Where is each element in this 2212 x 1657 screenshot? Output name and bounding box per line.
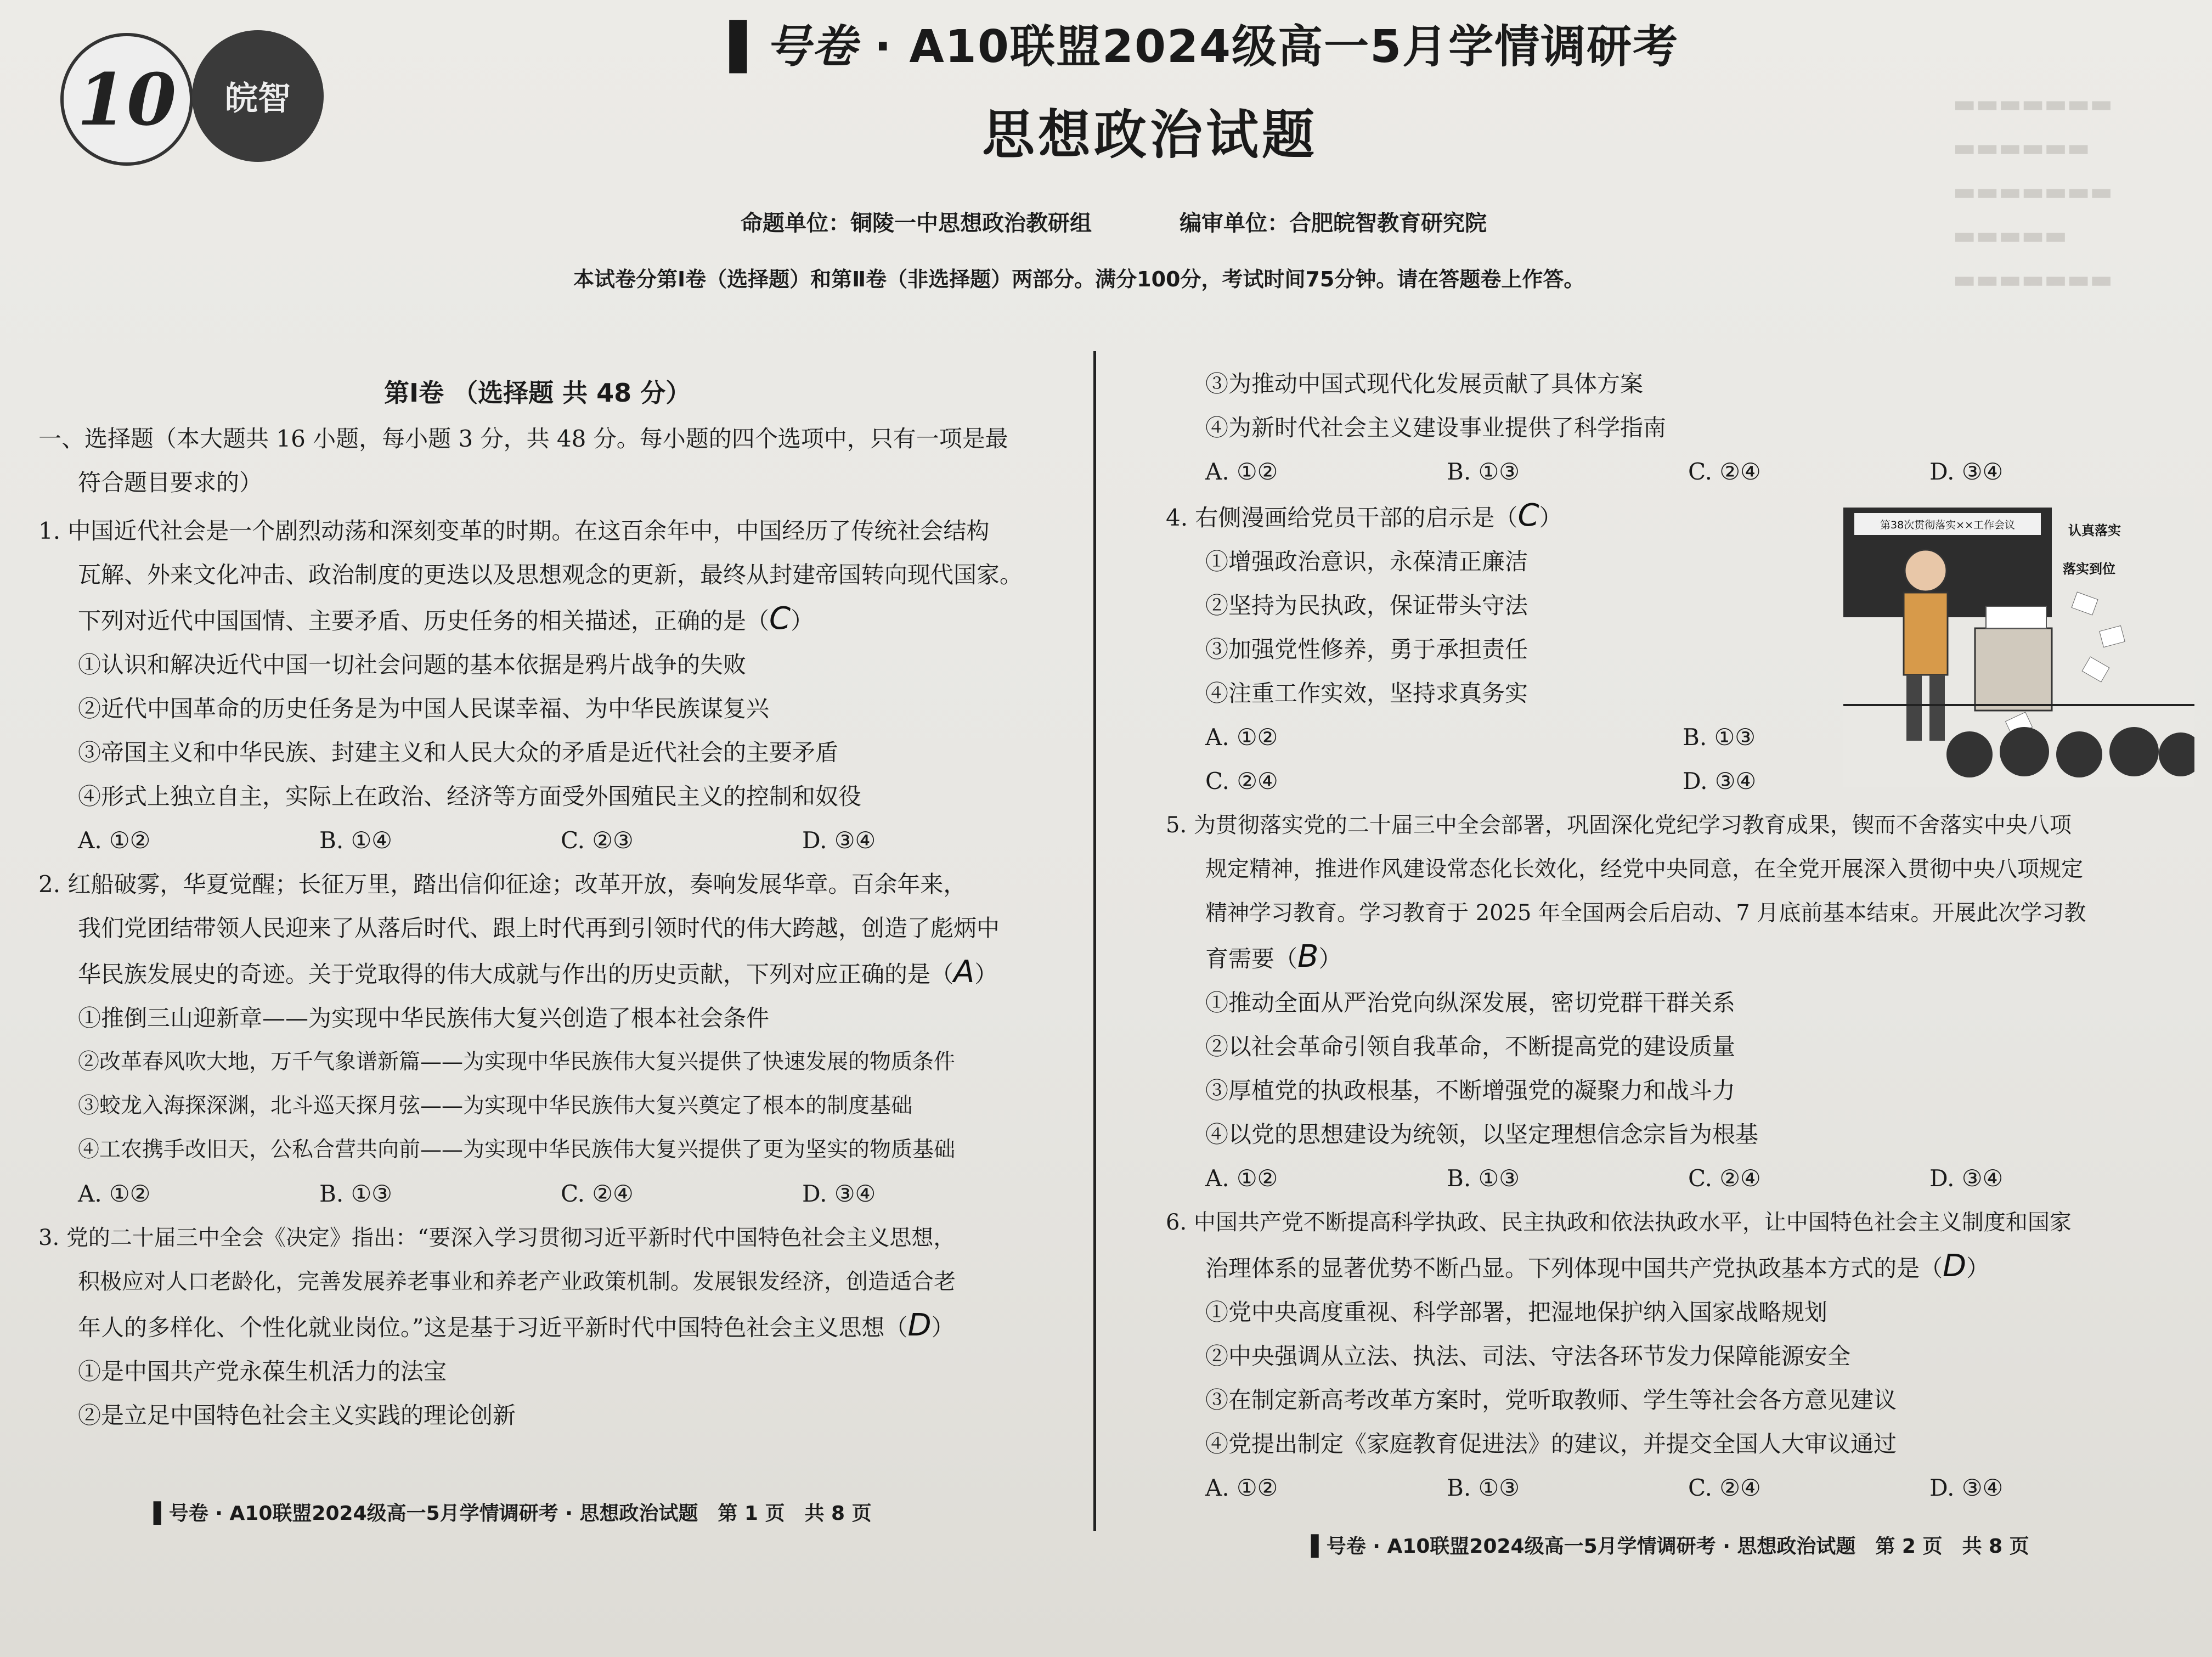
- choice-b[interactable]: B. ①③: [1683, 724, 1756, 751]
- cartoon-audience-head: [1946, 731, 1993, 777]
- option-item: ②中央强调从立法、执法、司法、守法各环节发力保障能源安全: [1205, 1343, 1851, 1369]
- cartoon-audience-head: [2109, 727, 2159, 776]
- choice-c[interactable]: C. ②④: [1688, 1474, 1761, 1501]
- section-instruction: 符合题目要求的）: [78, 469, 263, 496]
- question-5: 5. 为贯彻落实党的二十届三中全会部署，巩固深化党纪学习教育成果，锲而不舍落实中央八项 规定精神，推进作风建设常态化长效化，经党中央同意，在全党开展深入贯彻中央八项规定 精神学习教育。学习教育于 2025 年全国两会后启动、7 月底前基本结束。开展此次学习教 育需要（B） ①推动全面从严治党向纵深发展，密切党群干群关系 ②以社会革命引领自我革命，不断提高党的建设质量 ③厚植党的执政根基，不断增强党的凝聚力和战斗力 ④以党的思想建设为统领，以坚定理想信念宗旨为根基 A. ①② B. ①③ C. ②④ D. ③④: [1166, 803, 2197, 1201]
- question-4: 4. 右侧漫画给党员干部的启示是（C） ①增强政治意识，永葆清正廉洁 ②坚持为民执政，保证带头守法 ③加强党性修养，勇于承担责任 ④注重工作实效，坚持求真务实 A. ①② B. ①③ C. ②④ D. ③④: [1166, 494, 2197, 803]
- choice-d[interactable]: D. ③④: [802, 1180, 876, 1207]
- choice-c[interactable]: C. ②④: [1688, 458, 1761, 485]
- brand-mark: ▌: [1311, 1535, 1327, 1558]
- choice-c[interactable]: C. ②④: [1205, 768, 1278, 794]
- cartoon-bubble-2: 落实到位: [2063, 561, 2115, 577]
- handwritten-answer: C: [1517, 498, 1539, 533]
- choice-b[interactable]: B. ①③: [1447, 458, 1520, 485]
- option-item: ②坚持为民执政，保证带头守法: [1205, 592, 1528, 619]
- question-3-continued: [1166, 362, 2197, 494]
- cartoon-papers: [1986, 606, 2046, 628]
- question-3: 3. 党的二十届三中全会《决定》指出：“要深入学习贯彻习近平新时代中国特色社会主义思想， 积极应对人口老龄化，完善发展养老事业和养老产业政策机制。发展银发经济，创造适合老 年人的多样化、个性化就业岗位。”这是基于习近平新时代中国特色社会主义思想（D） ①是中国共产党永葆生机活力的法宝 ②是立足中国特色社会主义实践的理论创新: [38, 1216, 1081, 1438]
- option-item: ③为推动中国式现代化发展贡献了具体方案: [1205, 370, 1644, 397]
- choice-b[interactable]: B. ①③: [319, 1180, 392, 1207]
- cartoon-audience-head: [2056, 731, 2102, 777]
- handwritten-answer: D: [907, 1307, 932, 1343]
- choice-c[interactable]: C. ②③: [561, 827, 634, 854]
- option-item: ②以社会革命引领自我革命，不断提高党的建设质量: [1205, 1033, 1736, 1060]
- page-footer-1: ▌号卷 · A10联盟2024级高一5月学情调研考 · 思想政治试题 第 1 页 共 8 页: [154, 1502, 872, 1525]
- question-1: 1. 中国近代社会是一个剧烈动荡和深刻变革的时期。在这百余年中，中国经历了传统社会结构 瓦解、外来文化冲击、政治制度的更迭以及思想观念的更新，最终从封建帝国转向现代国家。 下列对近代中国国情、主要矛盾、历史任务的相关描述，正确的是（C） ①认识和解决近代中国一切社会问题的基本依据是鸦片战争的失败 ②近代中国革命的历史任务是为中国人民谋幸福、为中华民族谋复兴 ③帝国主义和中华民族、封建主义和人民大众的矛盾是近代社会的主要矛盾 ④形式上独立自主，实际上在政治、经济等方面受外国殖民主义的控制和奴役 A. ①② B. ①④ C. ②③ D. ③④: [38, 509, 1081, 863]
- choice-b[interactable]: B. ①③: [1447, 1165, 1520, 1192]
- choice-a[interactable]: A. ①②: [1205, 724, 1278, 751]
- option-item: ①推动全面从严治党向纵深发展，密切党群干群关系: [1205, 989, 1736, 1016]
- cartoon-audience-head: [2000, 727, 2049, 776]
- option-item: ③蛟龙入海探深渊，北斗巡天探月弦——为实现中华民族伟大复兴奠定了根本的制度基础: [78, 1094, 913, 1118]
- choice-a[interactable]: A. ①②: [1205, 1474, 1278, 1501]
- question-2: 2. 红船破雾，华夏觉醒；长征万里，踏出信仰征途；改革开放，奏响发展华章。百余年来， 我们党团结带领人民迎来了从落后时代、跟上时代再到引领时代的伟大跨越，创造了彪炳中 华民族发展史的奇迹。关于党取得的伟大成就与作出的历史贡献，下列对应正确的是（A） ①推倒三山迎新章——为实现中华民族伟大复兴创造了根本社会条件 ②改革春风吹大地，万千气象谱新篇——为实现中华民族伟大复兴提供了快速发展的物质条件 ③蛟龙入海探深渊，北斗巡天探月弦——为实现中华民族伟大复兴奠定了根本的制度基础 ④工农携手改旧天，公私合营共向前——为实现中华民族伟大复兴提供了更为坚实的物质基础 A. ①② B. ①③ C. ②④ D. ③④: [38, 863, 1081, 1216]
- subject-title: 思想政治试题: [982, 104, 1318, 166]
- choice-a[interactable]: A. ①②: [78, 827, 151, 854]
- choice-c[interactable]: C. ②④: [561, 1180, 634, 1207]
- handwritten-answer: D: [1943, 1248, 1967, 1284]
- answer-options: [1166, 1157, 2197, 1201]
- reviewer-unit: 编审单位：合肥皖智教育研究院: [1180, 211, 1487, 236]
- proposer-unit: 命题单位：铜陵一中思想政治教研组: [741, 211, 1092, 236]
- choice-c[interactable]: C. ②④: [1688, 1165, 1761, 1192]
- option-item: ①党中央高度重视、科学部署，把湿地保护纳入国家战略规划: [1205, 1299, 1828, 1326]
- choice-d[interactable]: D. ③④: [1929, 1474, 2004, 1501]
- option-item: ②改革春风吹大地，万千气象谱新篇——为实现中华民族伟大复兴提供了快速发展的物质条件: [78, 1050, 956, 1074]
- cartoon-speaker-body: [1904, 593, 1948, 675]
- alliance-logo: 10: [60, 33, 193, 166]
- page-footer-2: ▌号卷 · A10联盟2024级高一5月学情调研考 · 思想政治试题 第 2 页 共 8 页: [1311, 1535, 2029, 1558]
- column-divider: [1093, 351, 1096, 1531]
- option-item: ④以党的思想建设为统领，以坚定理想信念宗旨为根基: [1205, 1121, 1759, 1148]
- left-column: [38, 417, 1081, 1438]
- option-item: ③加强党性修养，勇于承担责任: [1205, 636, 1528, 663]
- choice-d[interactable]: D. ③④: [802, 827, 876, 854]
- cartoon-bubble-1: 认真落实: [2068, 523, 2121, 538]
- choice-a[interactable]: A. ①②: [1205, 458, 1278, 485]
- option-item: ①增强政治意识，永葆清正廉洁: [1205, 548, 1528, 575]
- brand-mark: ▌: [154, 1502, 169, 1525]
- question-6: 6. 中国共产党不断提高科学执政、民主执政和依法执政水平，让中国特色社会主义制度和国家 治理体系的显著优势不断凸显。下列体现中国共产党执政基本方式的是（D） ①党中央高度重视、科学部署，把湿地保护纳入国家战略规划 ②中央强调从立法、执法、司法、守法各环节发力保障能源安全 ③在制定新高考改革方案时，党听取教师、学生等社会各方意见建议 ④党提出制定《家庭教育促进法》的建议，并提交全国人大审议通过 A. ①② B. ①③ C. ②④ D. ③④: [1166, 1201, 2197, 1510]
- handwritten-answer: B: [1297, 939, 1319, 974]
- choice-d[interactable]: D. ③④: [1683, 768, 1757, 794]
- choice-a[interactable]: A. ①②: [1205, 1165, 1278, 1192]
- answer-options: [38, 1172, 1081, 1216]
- option-item: ①是中国共产党永葆生机活力的法宝: [78, 1358, 447, 1385]
- answer-options: [1166, 450, 2197, 494]
- option-item: ④工农携手改旧天，公私合营共向前——为实现中华民族伟大复兴提供了更为坚实的物质基础: [78, 1137, 956, 1162]
- option-item: ②近代中国革命的历史任务是为中国人民谋幸福、为中华民族谋复兴: [78, 695, 770, 722]
- option-item: ③帝国主义和中华民族、封建主义和人民大众的矛盾是近代社会的主要矛盾: [78, 739, 839, 766]
- q4-cartoon: [1843, 497, 2194, 787]
- answer-options: [1166, 1466, 2197, 1510]
- exam-instructions: 本试卷分第Ⅰ卷（选择题）和第Ⅱ卷（非选择题）两部分。满分100分，考试时间75分钟。请在答题卷上作答。: [573, 267, 1585, 291]
- option-item: ④党提出制定《家庭教育促进法》的建议，并提交全国人大审议通过: [1205, 1430, 1897, 1457]
- option-item: ②是立足中国特色社会主义实践的理论创新: [78, 1402, 516, 1429]
- option-item: ④形式上独立自主，实际上在政治、经济等方面受外国殖民主义的控制和奴役: [78, 783, 862, 810]
- bleed-through-text: ▬▬▬▬▬▬▬ ▬▬▬▬▬▬ ▬▬▬▬▬▬▬ ▬▬▬▬▬ ▬▬▬▬▬▬▬: [1953, 90, 2113, 294]
- choice-d[interactable]: D. ③④: [1929, 1165, 2004, 1192]
- handwritten-answer: C: [769, 601, 791, 636]
- wanzhi-education-logo: 皖智: [192, 30, 324, 162]
- cartoon-podium: [1975, 628, 2052, 711]
- option-item: ③在制定新高考改革方案时，党听取教师、学生等社会各方意见建议: [1205, 1387, 1897, 1413]
- choice-d[interactable]: D. ③④: [1929, 458, 2004, 485]
- option-item: ①认识和解决近代中国一切社会问题的基本依据是鸦片战争的失败: [78, 651, 747, 678]
- exam-title: ▌号卷 · A10联盟2024级高一5月学情调研考: [730, 20, 1679, 73]
- option-item: ④为新时代社会主义建设事业提供了科学指南: [1205, 414, 1667, 441]
- handwritten-answer: A: [953, 954, 975, 990]
- choice-b[interactable]: B. ①④: [319, 827, 392, 854]
- cartoon-speaker-leg: [1929, 675, 1945, 741]
- section-title: 第Ⅰ卷 （选择题 共 48 分）: [384, 378, 691, 408]
- brand-mark: ▌: [730, 20, 766, 73]
- option-item: ④注重工作实效，坚持求真务实: [1205, 680, 1528, 707]
- answer-options: [38, 819, 1081, 863]
- choice-a[interactable]: A. ①②: [78, 1180, 151, 1207]
- option-item: ①推倒三山迎新章——为实现中华民族伟大复兴创造了根本社会条件: [78, 1005, 770, 1032]
- cartoon-speaker-leg: [1906, 675, 1922, 741]
- cartoon-board-text: 第38次贯彻落实××工作会议: [1880, 519, 2016, 531]
- choice-b[interactable]: B. ①③: [1447, 1474, 1520, 1501]
- section-instruction: 一、选择题（本大题共 16 小题，每小题 3 分，共 48 分。每小题的四个选项中，只有一项是最: [38, 425, 1008, 452]
- cartoon-speaker-head: [1905, 550, 1946, 591]
- option-item: ③厚植党的执政根基，不断增强党的凝聚力和战斗力: [1205, 1077, 1736, 1104]
